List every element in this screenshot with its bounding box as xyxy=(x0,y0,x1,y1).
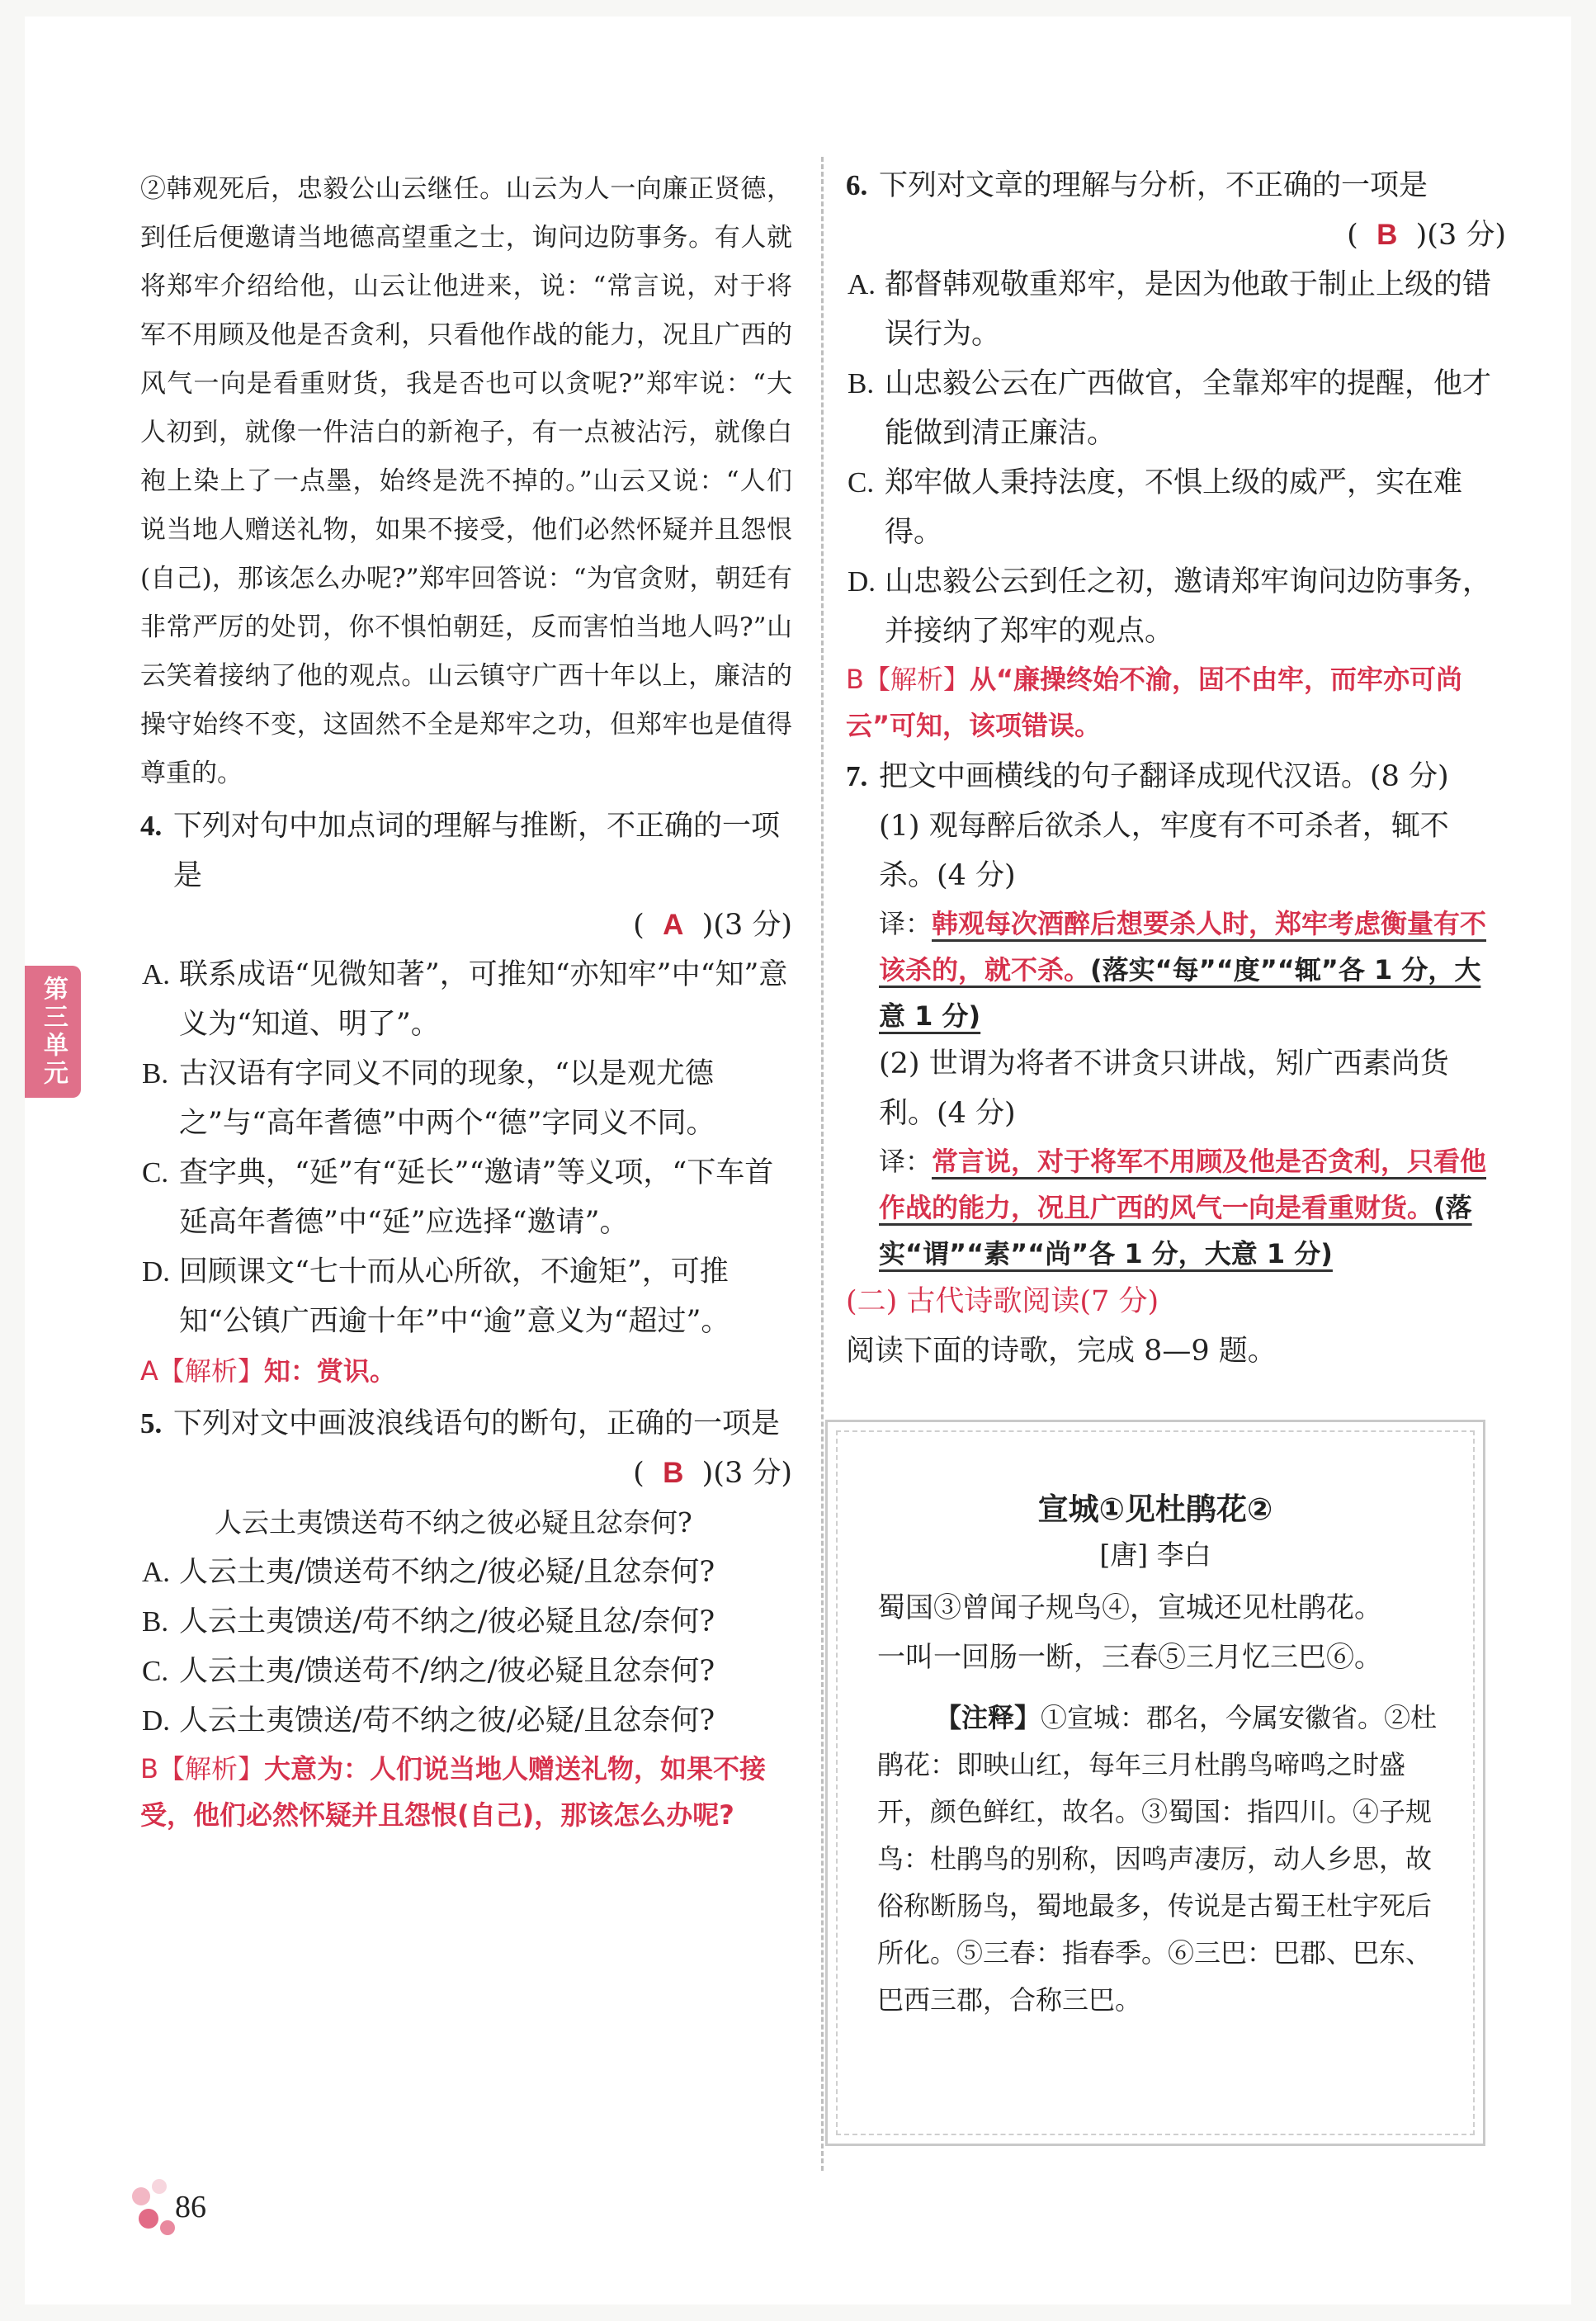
section-title: (二) 古代诗歌阅读(7 分) xyxy=(846,1285,1159,1318)
option-c: C. 查字典，“延”有“延长”“邀请”等义项，“下车首延高年耆德”中“延”应选择“邀请”。 xyxy=(142,1156,774,1239)
option-d: D. 回顾课文“七十而从心所欲，不逾矩”，可推知“公镇广西逾十年”中“逾”意义为“超过”。 xyxy=(142,1255,730,1338)
source-sentence: (2) 世谓为将者不讲贪只讲战，矧广西素尚货利。(4 分) xyxy=(879,1047,1449,1130)
source-sentence: (1) 观每醉后欲杀人，牢度有不可杀者，辄不杀。(4 分) xyxy=(879,810,1449,892)
translation-block xyxy=(140,165,792,798)
analysis: B【解析】从“廉操终始不渝，固不由牢，而牢亦可尚云”可知，该项错误。 xyxy=(846,664,1463,741)
option-c: C. 郑牢做人秉持法度，不惧上级的威严，实在难得。 xyxy=(848,466,1463,549)
decorative-dots xyxy=(132,2179,182,2245)
option-a: A. 都督韩观敬重郑牢，是因为他敢于制止上级的错误行为。 xyxy=(848,268,1492,351)
answer-line: ( A )(3 分) xyxy=(140,901,792,950)
question-number: 5. xyxy=(140,1407,163,1439)
translate-item-1 xyxy=(846,801,1506,1039)
question-number: 6. xyxy=(846,169,868,201)
answer-letter: B xyxy=(1376,219,1398,251)
question-number: 7. xyxy=(846,760,868,792)
poem-lines xyxy=(877,1583,1455,1682)
option-b: B. 古汉语有字同义不同的现象，“以是观尤德之”与“高年耆德”中两个“德”字同义不同。 xyxy=(142,1057,715,1140)
question-stem: 下列对句中加点词的理解与推断，不正确的一项是 xyxy=(173,810,781,892)
question-6 xyxy=(846,161,1506,749)
column-divider xyxy=(821,157,824,2171)
option-b: B. 人云土夷馈送/苟不纳之/彼必疑且忿/奈何? xyxy=(142,1605,715,1638)
question-5 xyxy=(140,1399,792,1838)
question-7 xyxy=(846,752,1506,1277)
translate-item-2 xyxy=(846,1039,1506,1277)
score: )(3 分) xyxy=(1415,219,1506,252)
note-label: 【注释】 xyxy=(935,1702,1041,1733)
unit-side-tab: 第三单元 xyxy=(25,966,81,1098)
question-4 xyxy=(140,801,792,1396)
analysis: B【解析】大意为：人们说当地人赠送礼物，如果不接受，他们必然怀疑并且怨恨(自己)，那该怎么办呢? xyxy=(140,1753,766,1831)
poem-note xyxy=(877,1695,1438,2024)
poem-author: [唐] 李白 xyxy=(1099,1539,1211,1571)
option-b: B. 山忠毅公云在广西做官，全靠郑牢的提醒，他才能做到清正廉洁。 xyxy=(848,367,1492,450)
answer-line: ( B )(3 分) xyxy=(846,210,1506,260)
analysis: A【解析】知：赏识。 xyxy=(140,1355,396,1387)
note-text: ①宣城：郡名，今属安徽省。②杜鹃花：即映山红，每年三月杜鹃鸟啼鸣之时盛开，颜色鲜红，故名。③蜀国：指四川。④子规鸟：杜鹃鸟的别称，因鸣声凄厉，动人乡思，故俗称断肠鸟，蜀地最多，传说是古蜀王杜宇死后所化。⑤三春：指春季。⑥三巴：巴郡、巴东、巴西三郡，合称三巴。 xyxy=(877,1702,1438,2016)
question-number: 4. xyxy=(140,810,163,842)
poem-box xyxy=(825,1420,1485,2146)
option-c: C. 人云土夷/馈送苟不/纳之/彼必疑且忿奈何? xyxy=(142,1655,715,1688)
translation-paragraph: ②韩观死后，忠毅公山云继任。山云为人一向廉正贤德，到任后便邀请当地德高望重之士，询问边防事务。有人就将郑牢介绍给他，山云让他进来，说：“常言说，对于将军不用顾及他是否贪利，只看他作战的能力，况且广西的风气一向是看重财货，我是否也可以贪呢?”郑牢说：“大人初到，就像一件洁白的新袍子，有一点被沾污，就像白袍上染上了一点墨，始终是洗不掉的。”山云又说：“人们说当地人赠送礼物，如果不接受，他们必然怀疑并且怨恨(自己)，那该怎么办呢?”郑牢回答说：“为官贪财，朝廷有非常严厉的处罚，你不惧怕朝廷，反而害怕当地人吗?”山云笑着接纳了他的观点。山云镇守广西十年以上，廉洁的操守始终不变，这固然不全是郑牢之功，但郑牢也是值得尊重的。 xyxy=(140,174,792,788)
poem-line: 蜀国③曾闻子规鸟④，宣城还见杜鹃花。 xyxy=(877,1591,1382,1624)
answer-letter: B xyxy=(663,1457,684,1489)
answer-letter: A xyxy=(663,909,684,941)
left-column xyxy=(140,165,792,1838)
section-instruction: 阅读下面的诗歌，完成 8—9 题。 xyxy=(846,1335,1277,1368)
right-column xyxy=(846,161,1506,1376)
poem-line: 一叫一回肠一断，三春⑤三月忆三巴⑥。 xyxy=(877,1641,1382,1674)
score: )(3 分) xyxy=(701,909,792,942)
target-sentence: 人云土夷馈送苟不纳之彼必疑且忿奈何? xyxy=(215,1506,692,1539)
question-stem: 下列对文中画波浪线语句的断句，正确的一项是 xyxy=(173,1407,781,1440)
answer-line: ( B )(3 分) xyxy=(140,1449,792,1498)
option-a: A. 人云土夷/馈送苟不纳之/彼必疑/且忿奈何? xyxy=(142,1556,715,1589)
poem-title: 宣城①见杜鹃花② xyxy=(1037,1491,1273,1527)
page-number: 86 xyxy=(175,2190,206,2224)
question-stem: 把文中画横线的句子翻译成现代汉语。(8 分) xyxy=(879,760,1449,793)
option-a: A. 联系成语“见微知著”，可推知“亦知牢”中“知”意义为“知道、明了”。 xyxy=(142,958,788,1041)
option-d: D. 人云土夷馈送/苟不纳之彼/必疑/且忿奈何? xyxy=(142,1704,715,1737)
translation-answer: 译：常言说，对于将军不用顾及他是否贪利，只看他作战的能力，况且广西的风气一向是看重财货。(落实“谓”“素”“尚”各 1 分，大意 1 分) xyxy=(879,1146,1487,1269)
option-d: D. 山忠毅公云到任之初，邀请郑牢询问边防事务，并接纳了郑牢的观点。 xyxy=(848,565,1492,648)
translation-answer: 译：韩观每次酒醉后想要杀人时，郑牢考虑衡量有不该杀的，就不杀。(落实“每”“度”“辄”各 1 分，大意 1 分) xyxy=(879,908,1487,1032)
question-stem: 下列对文章的理解与分析，不正确的一项是 xyxy=(879,169,1428,202)
score: )(3 分) xyxy=(701,1457,792,1490)
